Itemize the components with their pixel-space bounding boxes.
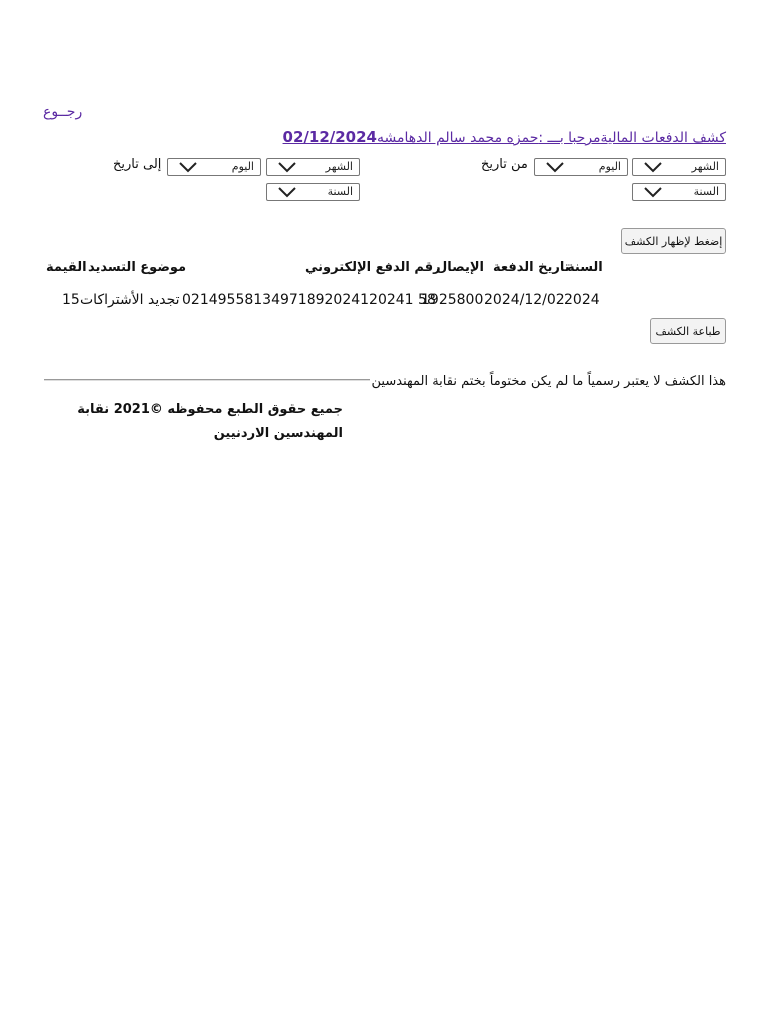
current-date: 02/12/2024 <box>282 128 377 146</box>
from-date-label: من تاريخ <box>481 157 528 172</box>
header-subject: موضوع التسديد <box>88 260 187 275</box>
to-date-label: إلى تاريخ <box>113 157 162 172</box>
from-month-value: الشهر <box>691 160 719 173</box>
to-month-value: الشهر <box>325 160 353 173</box>
to-year-value: السنة <box>327 185 353 198</box>
back-link[interactable]: رجــوع <box>43 104 83 120</box>
to-day-value: اليوم <box>231 160 254 173</box>
show-statement-button[interactable]: إضغط لإظهار الكشف <box>621 228 726 254</box>
cell-payment-date: 2024/12/02 <box>484 292 565 308</box>
chevron-down-icon <box>643 160 663 174</box>
copyright-footer: جميع حقوق الطبع محفوظه ©2021 نقابة المهندسين الاردنيين <box>77 402 343 441</box>
cell-epayment: 02149558134971892024120241 58 <box>182 292 436 308</box>
divider <box>44 379 370 381</box>
statement-title: كشف الدفعات المالية <box>600 130 726 146</box>
from-day-select[interactable] <box>534 158 628 176</box>
chevron-down-icon <box>178 160 198 174</box>
page-title[interactable] <box>283 128 726 146</box>
cell-subject: تجديد الأشتراكات <box>80 292 180 308</box>
cell-year: 2024 <box>564 292 600 308</box>
to-year-select[interactable] <box>266 183 360 201</box>
to-day-select[interactable] <box>167 158 261 176</box>
print-statement-button[interactable]: طباعة الكشف <box>650 318 726 344</box>
user-name: حمزه محمد سالم الدهامشه <box>376 130 539 146</box>
to-month-select[interactable] <box>266 158 360 176</box>
header-epayment: رقم الدفع الإلكتروني <box>305 260 441 275</box>
chevron-down-icon <box>277 160 297 174</box>
from-year-select[interactable] <box>632 183 726 201</box>
welcome-text: مرحبا بـــ : <box>538 130 601 146</box>
from-month-select[interactable] <box>632 158 726 176</box>
chevron-down-icon <box>643 185 663 199</box>
chevron-down-icon <box>545 160 565 174</box>
chevron-down-icon <box>277 185 297 199</box>
header-payment-date: تاريخ الدفعة <box>493 260 570 275</box>
header-receipt: الإيصال <box>436 260 484 275</box>
cell-receipt: 1925800 <box>421 292 484 308</box>
from-day-value: اليوم <box>598 160 621 173</box>
disclaimer-text: هذا الكشف لا يعتبر رسمياً ما لم يكن مختوماً بختم نقابة المهندسين <box>371 374 726 389</box>
header-value: القيمة <box>46 260 87 275</box>
cell-value: 15 <box>62 292 80 308</box>
header-year: السنة <box>567 260 603 275</box>
from-year-value: السنة <box>693 185 719 198</box>
